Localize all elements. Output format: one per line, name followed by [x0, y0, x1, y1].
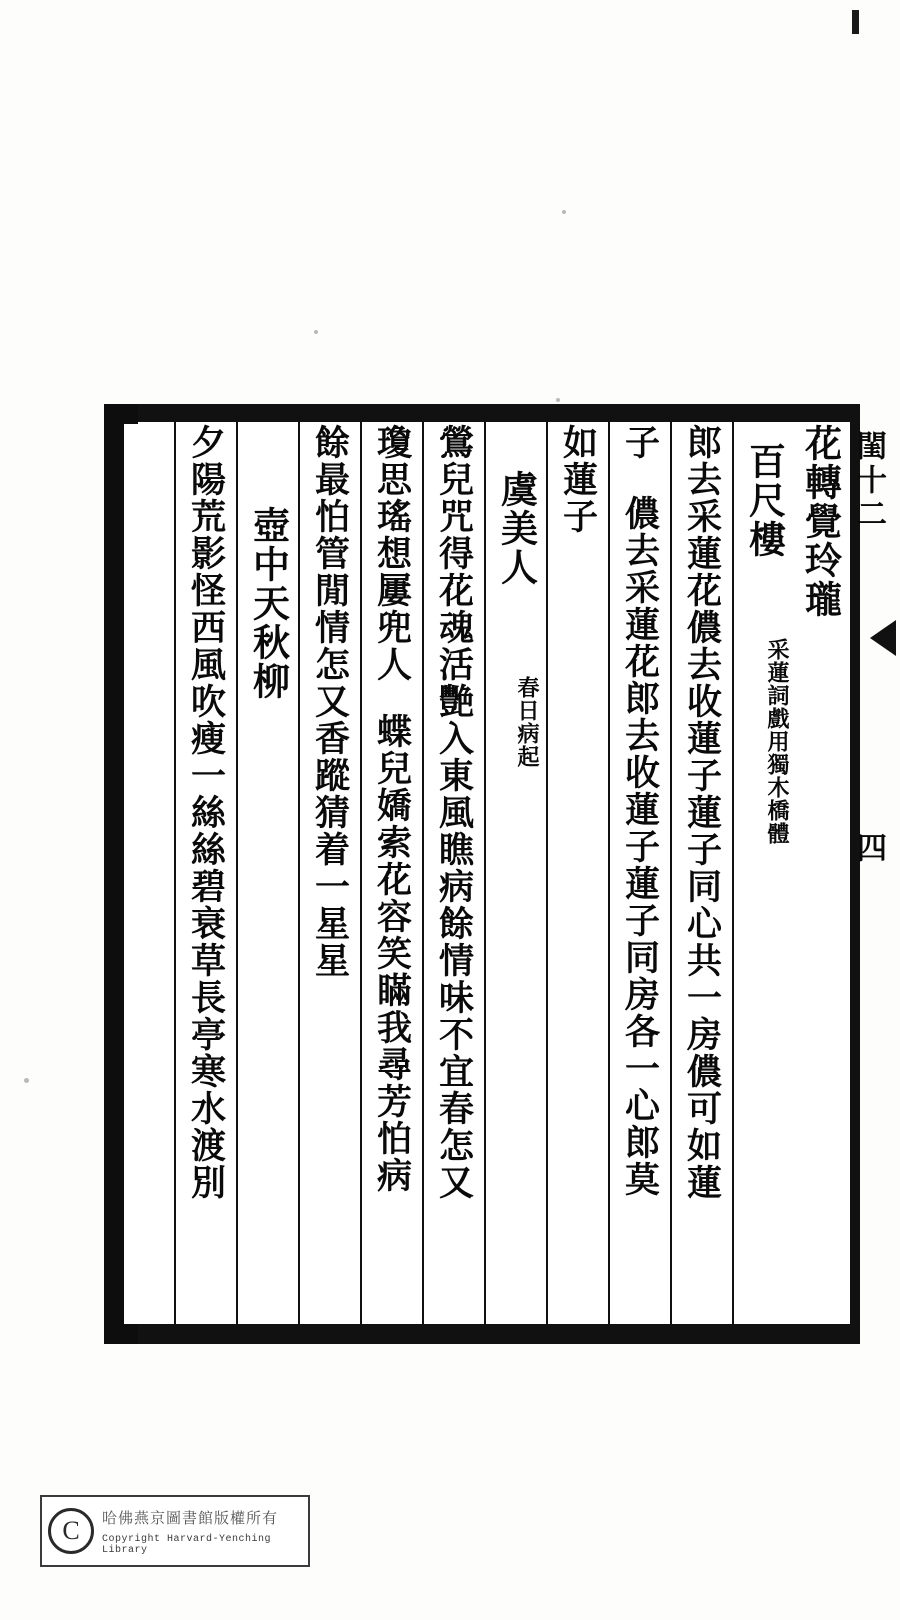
banxin-strip	[846, 430, 890, 1320]
text-column	[236, 418, 298, 1330]
scan-speck	[562, 210, 566, 214]
banxin-fishtail-icon	[870, 620, 896, 656]
column-line: 夕陽荒影怪西風吹瘦一絲絲碧衰草長亭寒水渡別	[185, 424, 227, 1201]
scan-speck	[24, 1078, 29, 1083]
poem-title: 虞美人	[494, 470, 539, 587]
column-line: 子	[619, 424, 661, 461]
text-column	[422, 418, 484, 1330]
column-line: 如蓮子	[557, 424, 599, 535]
stamp-english-text: Copyright Harvard-Yenching Library	[102, 1533, 272, 1556]
stamp-chinese-text: 哈佛燕京圖書館版權所有	[102, 1508, 279, 1527]
text-columns	[124, 418, 846, 1330]
text-column	[794, 418, 846, 1330]
poem-subtitle: 采蓮詞戲用獨木橋體	[764, 638, 790, 845]
poem-subtitle: 春日病起	[514, 676, 540, 768]
text-column	[298, 418, 360, 1330]
text-column	[608, 418, 670, 1330]
library-stamp	[40, 1495, 310, 1567]
column-line: 鶯兒咒得花魂活艷入東風瞧病餘情味不宜春怎又	[433, 424, 475, 1201]
banxin-title: 閨十二	[851, 430, 886, 532]
column-line: 花轉覺玲瓏	[798, 424, 843, 619]
scan-speck	[556, 398, 560, 402]
poem-title: 壺中天秋柳	[246, 506, 291, 701]
poem-title: 百尺樓	[742, 442, 787, 559]
column-line: 儂去采蓮花郎去收蓮子蓮子同房各一心郎莫	[619, 495, 661, 1198]
column-line: 蝶兒嬌索花容笑瞞我尋芳怕病	[371, 713, 413, 1194]
text-column	[484, 418, 546, 1330]
column-line: 郎去采蓮花儂去收蓮子蓮子同心共一房儂可如蓮	[681, 424, 723, 1201]
stamp-text-block	[102, 1507, 308, 1556]
text-column	[174, 418, 236, 1330]
banxin-page-number: 四	[851, 832, 886, 866]
copyright-icon: C	[48, 1508, 94, 1554]
column-line: 餘最怕管閒情怎又香蹤猜着一星星	[309, 424, 351, 979]
text-column	[546, 418, 608, 1330]
scan-speck	[852, 10, 859, 34]
text-column	[732, 418, 794, 1330]
scan-speck	[314, 330, 318, 334]
column-line: 瓊思瑤想屢兜人	[371, 424, 413, 683]
text-column	[360, 418, 422, 1330]
text-column	[670, 418, 732, 1330]
